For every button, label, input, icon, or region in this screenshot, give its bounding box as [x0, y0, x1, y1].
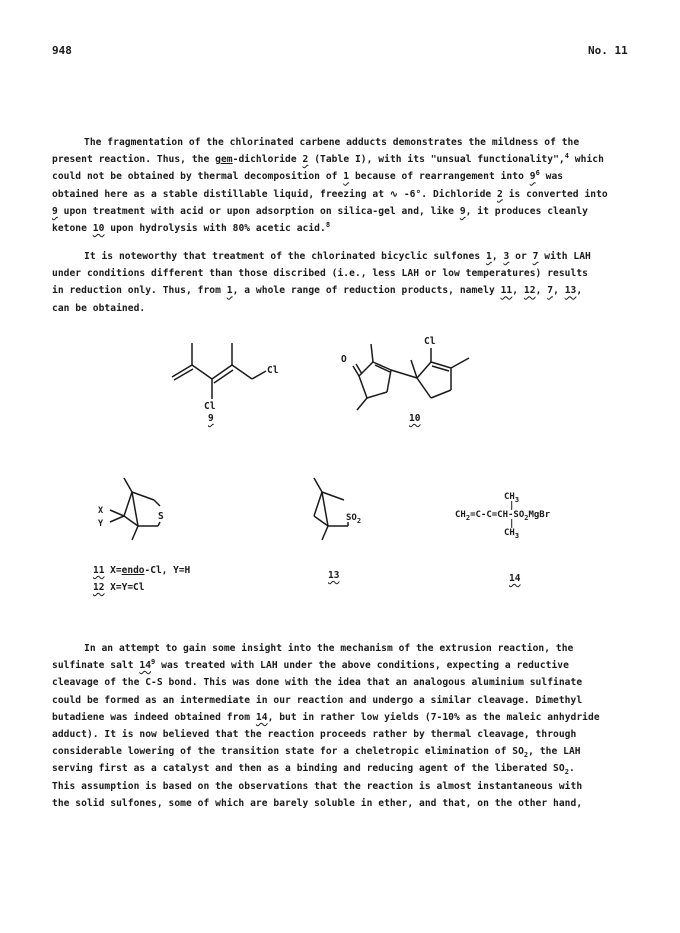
methyl-bottom: $CH_3$ [504, 528, 520, 540]
caption-11: 11 X=endo-Cl, Y=H [93, 565, 191, 576]
page-number: 948 [52, 44, 72, 57]
compound-ref: 1 [486, 251, 492, 262]
footnote-ref: 6 [535, 169, 540, 178]
compound-number-10: 10 [409, 413, 421, 424]
substituent-x: X [98, 506, 104, 516]
text-line: It is noteworthy that treatment of the chlorinated bicyclic sulfones 1, 3 or 7 with LAH [84, 251, 591, 262]
compound-ref: 1 [226, 285, 233, 297]
text-line: could not be obtained by thermal decomposition of 1 because of rearrangement into $9^6$ was [52, 169, 564, 183]
paragraph-fragmentation [52, 134, 630, 237]
structure-13 [292, 472, 382, 562]
compound-number-13: 13 [328, 570, 340, 581]
compound-ref: 14 [139, 660, 152, 672]
gem-term: gem [215, 154, 233, 166]
text-line: the solid sulfones, some of which are barely soluble in ether, and that, on the other hand, [52, 797, 583, 809]
compound-ref: 7 [547, 285, 554, 297]
substituent-y: Y [98, 519, 104, 529]
text-line: butadiene was indeed obtained from 14, but in rather low yields (7-10% as the maleic anhydride [52, 711, 600, 723]
compound-ref: 11 [500, 285, 513, 297]
text-line: This assumption is based on the observations that the reaction is almost instantaneous with [52, 780, 583, 792]
oxygen-label: O [341, 354, 347, 365]
compound-number-14: 14 [509, 573, 521, 584]
text-line: adduct). It is now believed that the reaction proceeds rather by thermal cleavage, through [52, 729, 577, 741]
footnote-ref: 8 [325, 220, 331, 229]
issue-number: No. 11 [588, 44, 628, 57]
text-line: can be obtained. [52, 302, 146, 314]
text-line: under conditions different than those discribed (i.e., less LAH or low temperatures) results [52, 268, 588, 280]
text-line: considerable lowering of the transition state for a cheletropic elimination of $SO_2$, the LAH [52, 746, 581, 760]
text-line: ketone 10 upon hydrolysis with 80% acetic acid.$^8$ [52, 220, 331, 235]
compound-ref: 3 [503, 251, 510, 262]
chlorine-label: Cl [267, 365, 279, 376]
text-line: The fragmentation of the chlorinated carbene adducts demonstrates the mildness of the [84, 137, 580, 148]
text-line: present reaction. Thus, the gem-dichloride 2 (Table I), with its "unsual functionality",$^4$ which [52, 152, 604, 166]
structure-10 [335, 330, 485, 420]
compound-ref: 14 [255, 711, 268, 723]
sulfur-label: S [158, 511, 164, 522]
compound-ref: 1 [343, 171, 350, 183]
compound-ref: 9 [52, 205, 58, 217]
text-line: sulfinate salt $14^9$ was treated with LAH under the above conditions, expecting a reductive [52, 658, 569, 672]
structure-11-12 [82, 470, 192, 560]
compound-ref: 7 [532, 251, 539, 262]
bond-bottom: | [509, 519, 515, 529]
compound-ref: 13 [564, 285, 577, 297]
structure-9 [160, 335, 290, 430]
text-line: in reduction only. Thus, from 1, a whole range of reduction products, namely 11, 12, 7, 13, [52, 285, 583, 297]
caption-12: 12 X=Y=Cl [93, 582, 145, 593]
paragraph-mechanism [52, 640, 630, 812]
bond-top: | [509, 501, 515, 511]
compound-ref: 9 [459, 205, 466, 217]
text-line: 9 upon treatment with acid or upon adsorption on silica-gel and, like 9, it produces cleanly [52, 205, 589, 217]
approx-symbol: ∿ [389, 188, 398, 200]
text-line: could be formed as an intermediate in our reaction and undergo a similar cleavage. Dimethyl [52, 694, 583, 706]
sulfonyl-label: $SO_2$ [346, 513, 362, 525]
footnote-ref: 9 [151, 658, 156, 667]
text-line: serving first as a catalyst and then as a binding and reducing agent of the liberated $SO_2$. [52, 763, 575, 777]
compound-ref: 12 [523, 285, 536, 297]
compound-ref: 2 [497, 188, 503, 200]
compound-ref: 9 [529, 171, 536, 183]
chlorine-label: Cl [424, 336, 436, 347]
footnote-ref: 4 [564, 152, 569, 161]
text-line: In an attempt to gain some insight into the mechanism of the extrusion reaction, the [84, 643, 574, 654]
paragraph-reduction [52, 248, 630, 317]
methyl-top: $CH_3$ [504, 492, 520, 504]
compound-number-9: 9 [208, 413, 214, 424]
structure-14 [455, 492, 550, 539]
chlorine-label: Cl [204, 401, 216, 412]
text-line: obtained here as a stable distillable liquid, freezing at ∿ -6°. Dichloride 2 is converted into [52, 188, 608, 200]
compound-ref: 10 [92, 223, 105, 235]
compound-ref: 2 [302, 154, 309, 166]
text-line: cleavage of the C-S bond. This was done with the idea that an analogous aluminium sulfinate [52, 677, 583, 689]
sulfinate-chain: $CH_2=C-C=CH-SO_2MgBr$ [455, 510, 551, 522]
